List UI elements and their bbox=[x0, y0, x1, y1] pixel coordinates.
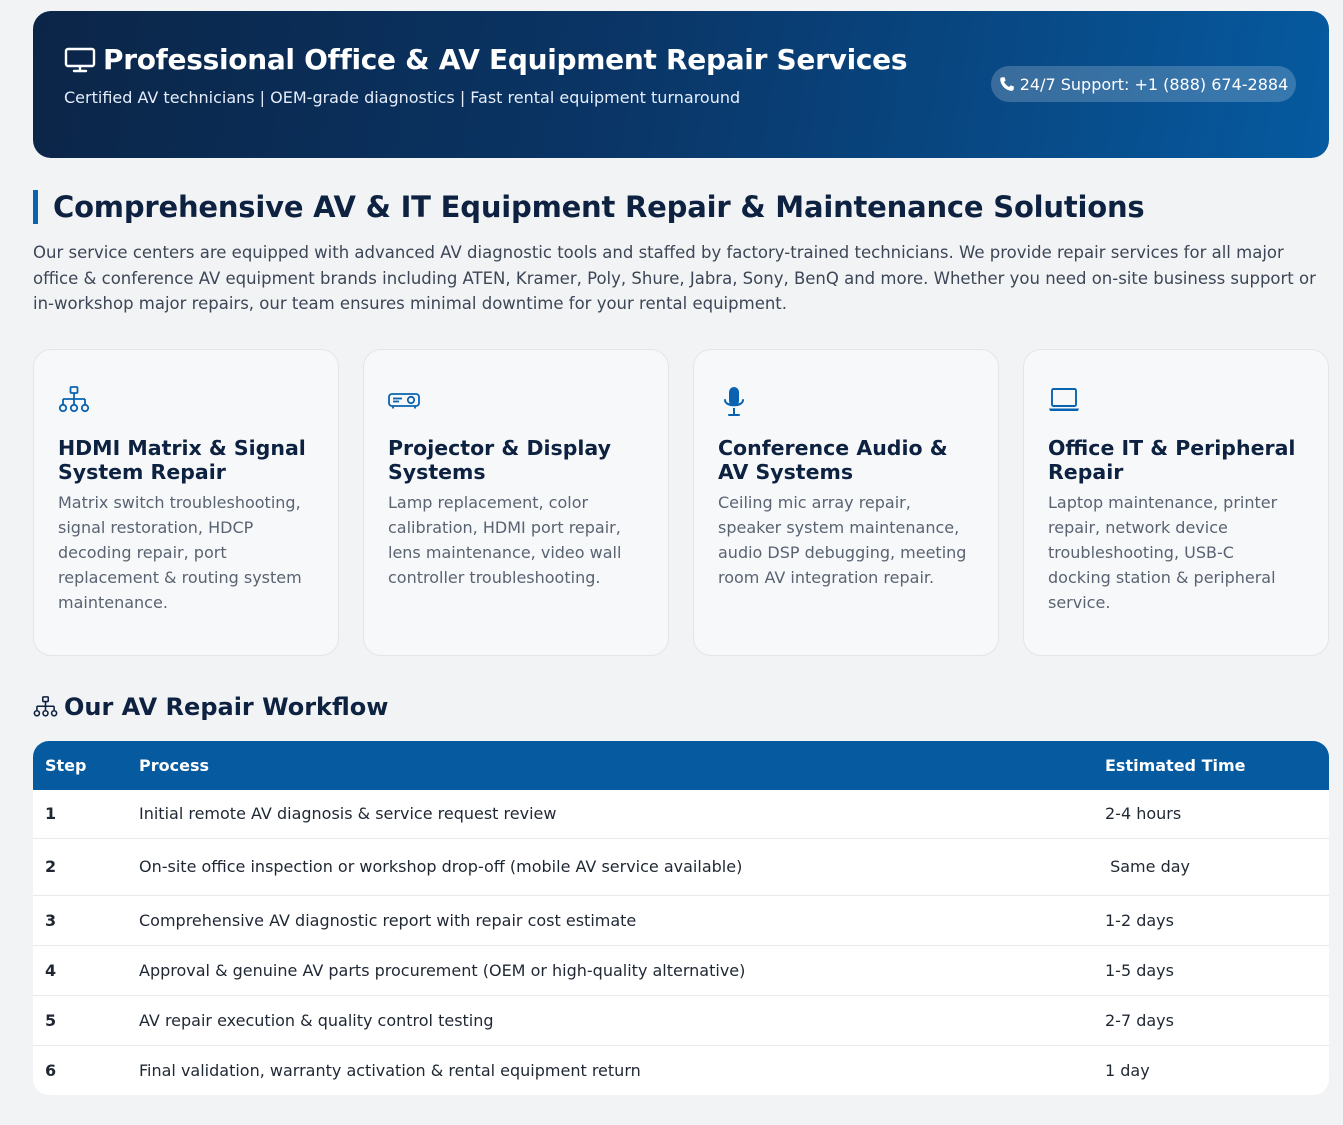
workflow-title: Our AV Repair Workflow bbox=[64, 693, 389, 721]
header-title-group bbox=[64, 43, 907, 76]
step-process: Approval & genuine AV parts procurement (OEM or high-quality alternative) bbox=[139, 960, 746, 980]
step-process: Final validation, warranty activation & rental equipment return bbox=[139, 1060, 641, 1080]
step-number: 2 bbox=[45, 857, 57, 876]
step-time: 1-2 days bbox=[1105, 910, 1174, 930]
card-title: HDMI Matrix & Signal System Repair bbox=[58, 436, 306, 484]
step-time: 2-7 days bbox=[1105, 1010, 1174, 1030]
phone-icon bbox=[999, 76, 1015, 92]
step-number: 5 bbox=[45, 1010, 57, 1030]
step-process: Comprehensive AV diagnostic report with repair cost estimate bbox=[139, 910, 637, 930]
workflow-table bbox=[33, 741, 1329, 1095]
step-number: 3 bbox=[45, 910, 57, 930]
header-banner bbox=[33, 11, 1329, 158]
service-card-conference-audio[interactable] bbox=[693, 349, 999, 656]
support-phone-label: 24/7 Support: +1 (888) 674-2884 bbox=[1019, 74, 1289, 94]
table-row bbox=[33, 945, 1329, 995]
step-time: 1-5 days bbox=[1105, 960, 1174, 980]
table-row bbox=[33, 790, 1329, 838]
support-phone-button[interactable] bbox=[991, 66, 1296, 102]
table-row bbox=[33, 995, 1329, 1045]
service-card-projector[interactable] bbox=[363, 349, 669, 656]
table-header-row bbox=[33, 741, 1329, 790]
step-number: 4 bbox=[45, 960, 57, 980]
card-title: Office IT & Peripheral Repair bbox=[1048, 436, 1296, 484]
header-subtitle: Certified AV technicians | OEM-grade diagnostics | Fast rental equipment turnaround bbox=[64, 88, 741, 107]
network-icon bbox=[58, 386, 90, 414]
column-header-step: Step bbox=[45, 756, 87, 775]
section-intro: Our service centers are equipped with advanced AV diagnostic tools and staffed by factory-trained technicians. We provide repair services for all major office & conference AV equipment brands including ATEN, Kramer, Poly, Shure, Jabra, Sony, BenQ and more. Whether you need on-site business support or in-workshop major repairs, our team ensures minimal downtime for your rental equipment. bbox=[33, 243, 1316, 313]
step-process: On-site office inspection or workshop drop-off (mobile AV service available) bbox=[139, 857, 743, 876]
table-row bbox=[33, 838, 1329, 895]
network-icon bbox=[33, 696, 58, 718]
service-card-office-it[interactable] bbox=[1023, 349, 1329, 656]
section-title: Comprehensive AV & IT Equipment Repair & Maintenance Solutions bbox=[53, 190, 1145, 224]
step-time: 1 day bbox=[1105, 1060, 1150, 1080]
monitor-icon bbox=[64, 47, 96, 73]
column-header-time: Estimated Time bbox=[1105, 756, 1246, 775]
card-description: Lamp replacement, color calibration, HDMI port repair, lens maintenance, video wall controller troubleshooting. bbox=[388, 493, 622, 587]
card-description: Laptop maintenance, printer repair, network device troubleshooting, USB-C docking station & peripheral service. bbox=[1048, 493, 1278, 612]
column-header-process: Process bbox=[139, 756, 209, 775]
service-card-hdmi-matrix[interactable] bbox=[33, 349, 339, 656]
table-row bbox=[33, 895, 1329, 945]
step-time: 2-4 hours bbox=[1105, 804, 1182, 824]
page-title: Professional Office & AV Equipment Repair Services bbox=[103, 43, 908, 76]
step-number: 1 bbox=[45, 804, 57, 824]
step-number: 6 bbox=[45, 1060, 57, 1080]
microphone-icon bbox=[718, 386, 750, 414]
card-title: Conference Audio & AV Systems bbox=[718, 436, 948, 484]
card-title: Projector & Display Systems bbox=[388, 436, 611, 484]
step-process: AV repair execution & quality control testing bbox=[139, 1010, 494, 1030]
card-description: Matrix switch troubleshooting, signal restoration, HDCP decoding repair, port replacement & routing system maintenance. bbox=[58, 493, 302, 612]
card-description: Ceiling mic array repair, speaker system maintenance, audio DSP debugging, meeting room AV integration repair. bbox=[718, 493, 967, 587]
section-heading bbox=[33, 190, 1145, 224]
projector-icon bbox=[388, 386, 420, 414]
table-row bbox=[33, 1045, 1329, 1095]
workflow-heading bbox=[33, 693, 388, 721]
laptop-icon bbox=[1048, 386, 1080, 414]
step-time: Same day bbox=[1105, 857, 1190, 876]
step-process: Initial remote AV diagnosis & service request review bbox=[139, 804, 557, 824]
